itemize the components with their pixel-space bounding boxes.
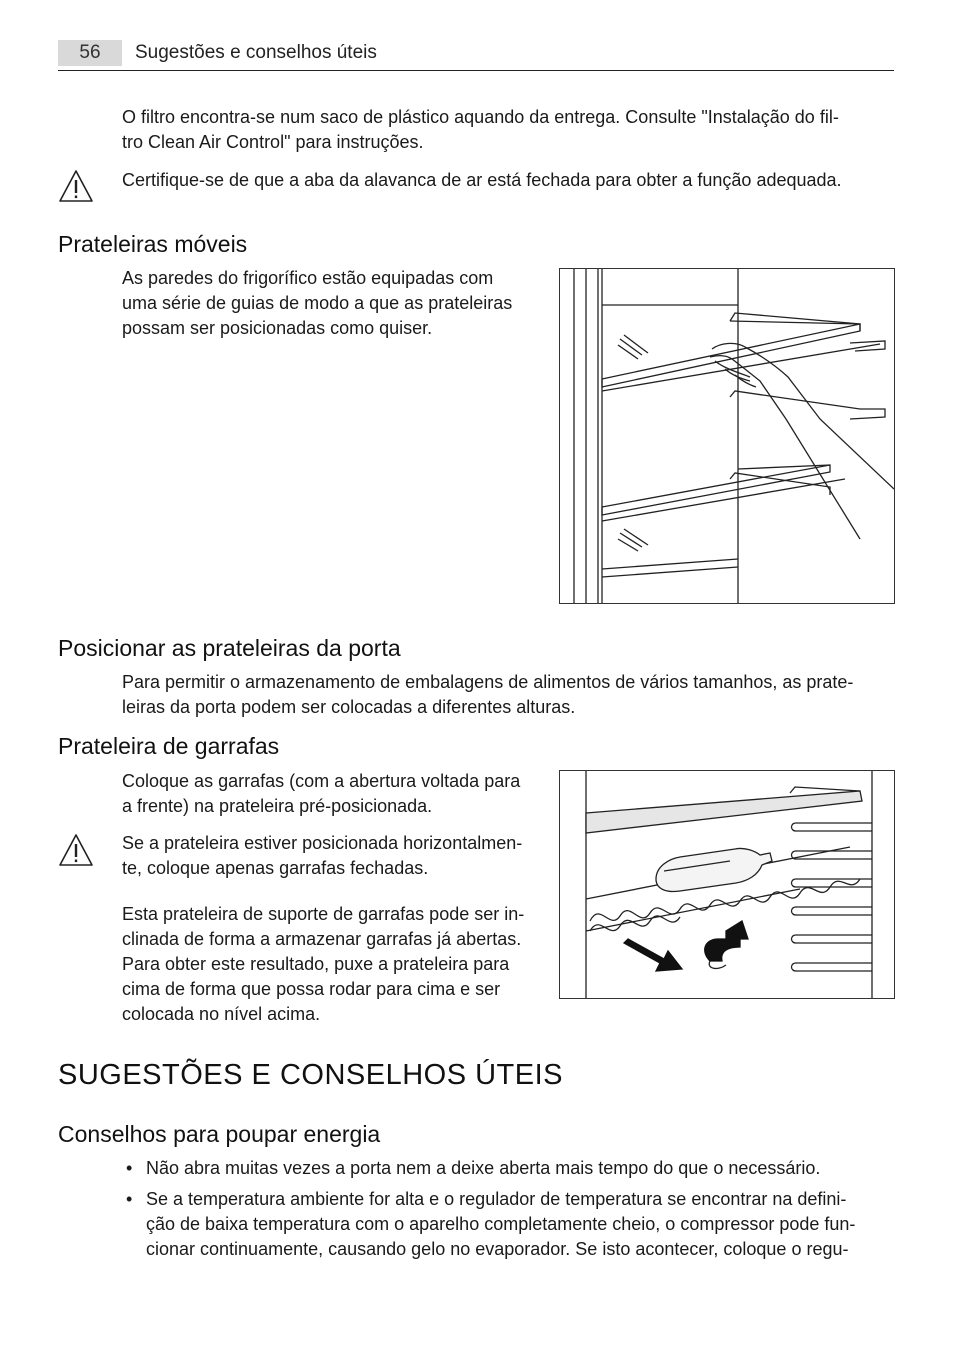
- bottle-rack-drawing: [560, 771, 894, 998]
- bottle-tilt-text-2: clinada de forma a armazenar garrafas já abertas.: [122, 929, 522, 949]
- bottle-tilt-text-4: cima de forma que possa rodar para cima e ser: [122, 979, 501, 999]
- movable-shelves-text-1: As paredes do frigorífico estão equipadas com: [122, 268, 494, 288]
- header-rule: [58, 70, 894, 71]
- energy-tips-list: [122, 1156, 902, 1268]
- warning-triangle-icon: [57, 832, 95, 868]
- list-item: [122, 1156, 902, 1181]
- energy-tip-2-line-3: cionar continuamente, causando gelo no evaporador. Se isto acontecer, coloque o regu-: [146, 1239, 849, 1259]
- bottle-shelf-text-1: Coloque as garrafas (com a abertura voltada para: [122, 771, 521, 791]
- energy-tip-2-line-1: Se a temperatura ambiente for alta e o regulador de temperatura se encontrar na defini-: [146, 1189, 847, 1209]
- bottle-tilt-text-1: Esta prateleira de suporte de garrafas pode ser in-: [122, 904, 525, 924]
- energy-tip-2-line-2: ção de baixa temperatura com o aparelho completamente cheio, o compressor pode fun-: [146, 1214, 856, 1234]
- list-item: [122, 1187, 902, 1262]
- bottle-warning-line-1: Se a prateleira estiver posicionada horizontalmen-: [122, 833, 523, 853]
- energy-saving-heading: Conselhos para poupar energia: [58, 1121, 381, 1147]
- filter-note-line-2: tro Clean Air Control" para instruções.: [122, 132, 424, 152]
- movable-shelves-text-2: uma série de guias de modo a que as prateleiras: [122, 293, 513, 313]
- bullet: •: [126, 1158, 133, 1178]
- movable-shelves-heading: Prateleiras móveis: [58, 231, 248, 257]
- bottle-shelf-illustration: [559, 770, 895, 999]
- door-shelves-text-2: leiras da porta podem ser colocadas a diferentes alturas.: [122, 697, 576, 717]
- page-number: 56: [58, 40, 122, 66]
- tips-title: SUGESTÕES E CONSELHOS ÚTEIS: [58, 1059, 563, 1091]
- filter-note-line-1: O filtro encontra-se num saco de plástico aquando da entrega. Consulte "Instalação do fil-: [122, 107, 839, 127]
- bullet: •: [126, 1189, 133, 1209]
- door-shelves-text-1: Para permitir o armazenamento de embalagens de alimentos de vários tamanhos, as prate-: [122, 672, 854, 692]
- bottle-warning-line-2: te, coloque apenas garrafas fechadas.: [122, 858, 429, 878]
- movable-shelves-text-3: possam ser posicionadas como quiser.: [122, 318, 433, 338]
- bottle-tilt-text-3: Para obter este resultado, puxe a prateleira para: [122, 954, 510, 974]
- door-shelves-heading: Posicionar as prateleiras da porta: [58, 635, 401, 661]
- movable-shelves-illustration: [559, 268, 895, 604]
- energy-tip-1: Não abra muitas vezes a porta nem a deixe aberta mais tempo do que o necessário.: [146, 1158, 821, 1178]
- shelf-hand-drawing: [560, 269, 894, 603]
- bottle-shelf-heading: Prateleira de garrafas: [58, 733, 280, 759]
- bottle-tilt-text-5: colocada no nível acima.: [122, 1004, 321, 1024]
- warning-triangle-icon: [57, 168, 95, 204]
- air-flap-warning: Certifique-se de que a aba da alavanca de ar está fechada para obter a função adequada.: [122, 170, 842, 190]
- bottle-shelf-text-2: a frente) na prateleira pré-posicionada.: [122, 796, 433, 816]
- running-title: Sugestões e conselhos úteis: [135, 42, 377, 63]
